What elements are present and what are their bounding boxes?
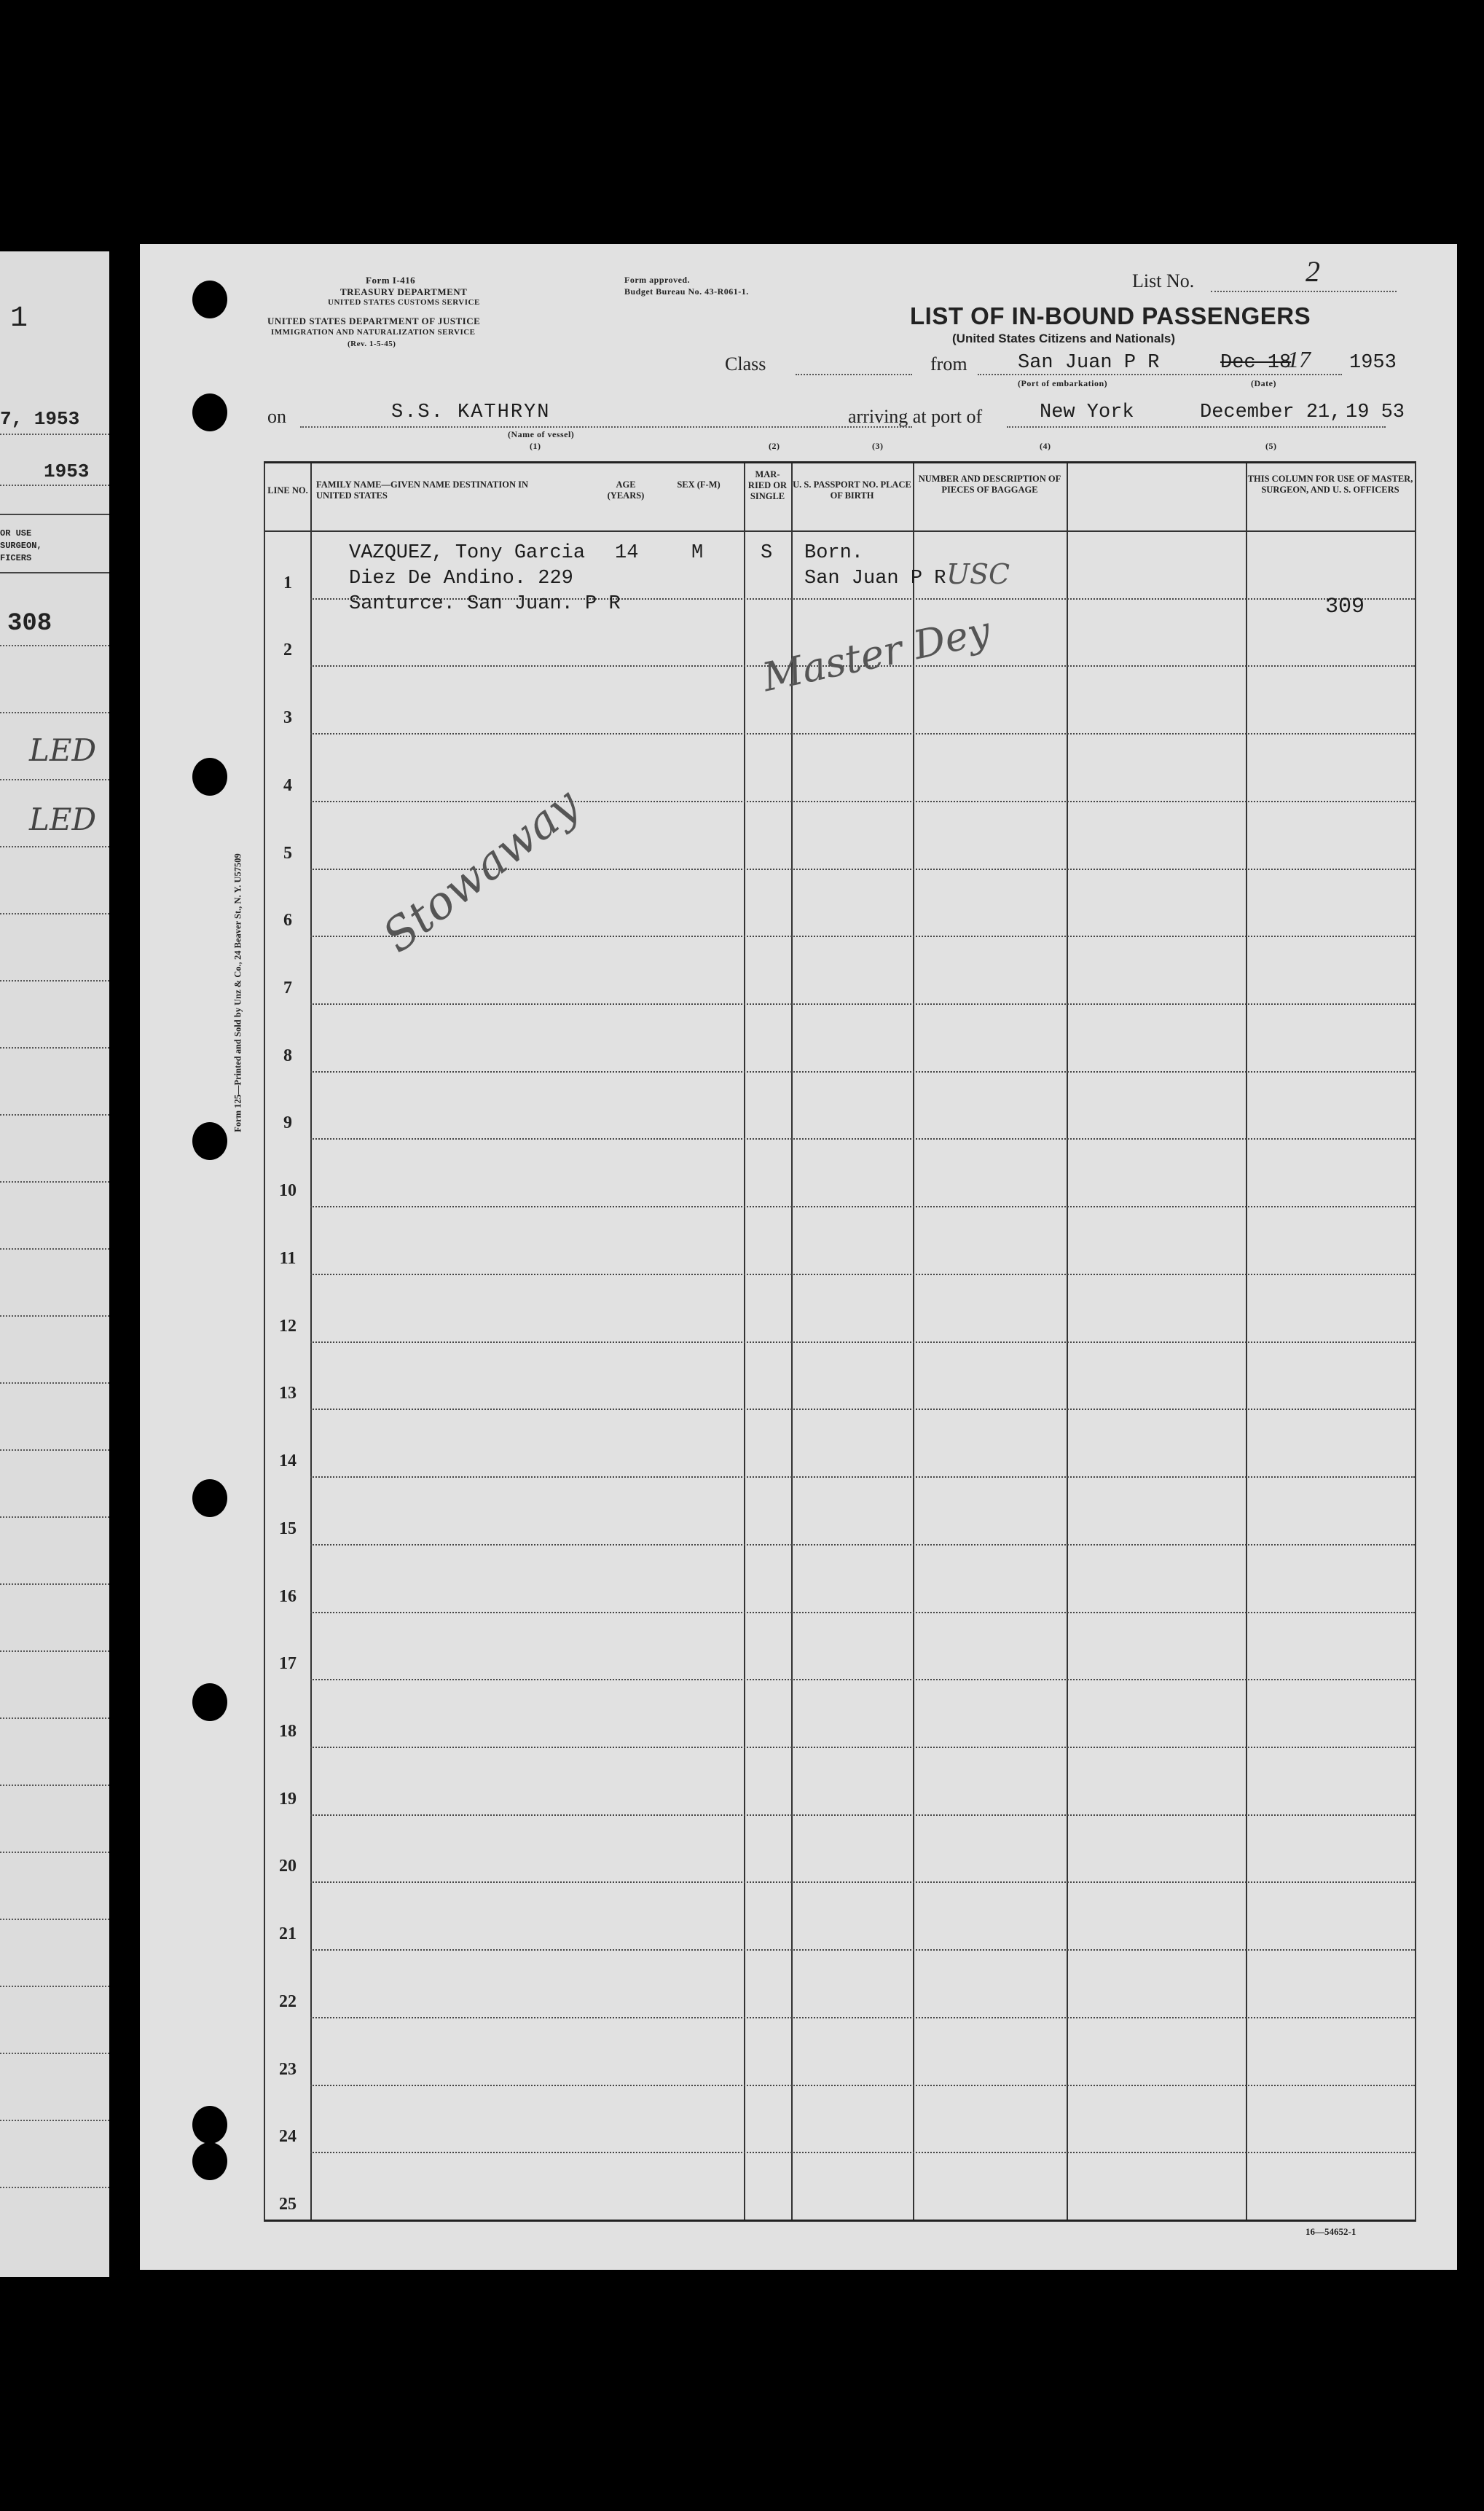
left-page-rule: [0, 1650, 109, 1652]
row-number: 17: [279, 1654, 297, 1674]
row-line: [310, 2017, 1415, 2018]
caption-2: (2): [769, 441, 780, 451]
row-line: [310, 1138, 1415, 1140]
left-page-rule: [0, 2187, 109, 2188]
date-caption: (Date): [1251, 378, 1276, 388]
header-name: FAMILY NAME—GIVEN NAME DESTINATION IN UNITED STATES: [316, 479, 528, 501]
previous-page-edge: [0, 251, 109, 2277]
from-label: from: [930, 353, 967, 375]
birth-line-1: Born.: [804, 542, 864, 564]
departure-date: Dec 18: [1220, 352, 1292, 374]
footer-code: 16—54652-1: [1306, 2226, 1357, 2237]
row-number: 8: [283, 1046, 292, 1065]
passenger-address-1: Diez De Andino. 229: [349, 568, 573, 589]
vessel-name: S.S. KATHRYN: [391, 401, 551, 423]
left-use-2: SURGEON,: [0, 541, 42, 551]
row-number: 15: [279, 1519, 297, 1538]
justice-dept: UNITED STATES DEPARTMENT OF JUSTICE: [267, 316, 481, 326]
row-number: 3: [283, 708, 292, 728]
left-stamp-2: LED: [29, 802, 97, 837]
row-line: [310, 1747, 1415, 1748]
list-no-label: List No.: [1132, 270, 1195, 291]
form-title: LIST OF IN-BOUND PASSENGERS: [910, 302, 1311, 329]
customs-service: UNITED STATES CUSTOMS SERVICE: [328, 298, 480, 307]
left-page-rule: [0, 1047, 109, 1049]
row-line: [310, 1003, 1415, 1005]
punch-hole: [192, 1683, 227, 1721]
vessel-caption: (Name of vessel): [508, 429, 575, 439]
row-number: 14: [279, 1452, 297, 1471]
row-line: [310, 1071, 1415, 1073]
left-page-rule: [0, 712, 109, 713]
caption-3: (3): [872, 441, 884, 451]
row-number: 5: [283, 843, 292, 863]
row-number: 22: [279, 1991, 297, 2011]
row-number: 1: [283, 573, 292, 592]
row-number: 4: [283, 775, 292, 795]
caption-4: (4): [1040, 441, 1051, 451]
caption-1: (1): [530, 441, 541, 451]
left-use-3: FICERS: [0, 553, 32, 563]
row-line: [310, 733, 1415, 735]
ins-service: IMMIGRATION AND NATURALIZATION SERVICE: [271, 328, 476, 337]
passenger-marital-status: S: [761, 542, 773, 564]
list-no-value: 2: [1306, 255, 1320, 288]
left-stamp-1: LED: [29, 732, 97, 768]
row-line: [310, 936, 1415, 937]
punch-hole: [192, 758, 227, 796]
row-number: 25: [279, 2195, 297, 2214]
punch-hole: [192, 1479, 227, 1517]
arrival-date: December 21,: [1200, 401, 1342, 423]
row-line: [310, 801, 1415, 802]
row-number: 21: [279, 1924, 297, 1944]
passenger-age: 14: [615, 542, 639, 564]
row-number: 11: [279, 1248, 297, 1268]
left-page-rule: [0, 1449, 109, 1451]
left-page-rule: [0, 1717, 109, 1719]
row-number: 16: [279, 1586, 297, 1606]
budget-bureau: Budget Bureau No. 43-R061-1.: [624, 286, 749, 297]
punch-hole: [192, 393, 227, 431]
header-sex: SEX (F-M): [677, 479, 721, 490]
left-date-1: 7, 1953: [0, 408, 80, 430]
header-baggage: NUMBER AND DESCRIPTION OF PIECES OF BAGGAGE: [918, 474, 1061, 495]
caption-5: (5): [1265, 441, 1277, 451]
port-of-embarkation: San Juan P R: [1018, 352, 1160, 374]
stowaway-annotation: Stowaway: [372, 777, 589, 963]
left-page-rule: [0, 980, 109, 982]
row-line: [310, 1341, 1415, 1343]
passenger-sex: M: [691, 542, 704, 564]
row-number: 24: [279, 2127, 297, 2147]
left-page-rule: [0, 1114, 109, 1116]
row-number: 19: [279, 1789, 297, 1809]
form-approved: Form approved.: [624, 275, 691, 285]
row-line: [310, 1274, 1415, 1275]
passenger-name: VAZQUEZ, Tony Garcia: [349, 542, 586, 564]
row-line: [310, 1476, 1415, 1478]
left-use-1: OR USE: [0, 528, 32, 538]
officer-number: 309: [1325, 595, 1365, 619]
row-line: [310, 1679, 1415, 1680]
left-page-rule: [0, 846, 109, 847]
left-page-rule: [0, 1785, 109, 1786]
header-officers: THIS COLUMN FOR USE OF MASTER, SURGEON, AND U. S. OFFICERS: [1247, 474, 1413, 495]
left-date-2: 1953: [44, 461, 90, 482]
row-number: 13: [279, 1384, 297, 1403]
date-correction: 17: [1287, 346, 1311, 372]
master-signature: Master Dey: [758, 607, 994, 701]
row-number: 10: [279, 1181, 297, 1201]
class-label: Class: [725, 353, 766, 375]
header-married: MAR-RIED OR SINGLE: [747, 469, 788, 501]
row-number: 20: [279, 1857, 297, 1876]
arriving-label: arriving at port of: [848, 406, 983, 427]
left-page-rule: [0, 779, 109, 780]
passenger-manifest-page: [140, 244, 1457, 2270]
row-number: 2: [283, 641, 292, 660]
row-number: 7: [283, 979, 292, 998]
row-line: [310, 1814, 1415, 1816]
arrival-year: 19 53: [1346, 401, 1405, 423]
left-page-rule: [0, 1516, 109, 1518]
baggage-note: USC: [946, 558, 1010, 590]
row-number: 6: [283, 911, 292, 931]
row-number: 18: [279, 1721, 297, 1741]
arrival-port: New York: [1040, 401, 1134, 423]
row-number: 9: [283, 1113, 292, 1133]
departure-year: 1953: [1349, 352, 1397, 374]
punch-hole: [192, 281, 227, 318]
treasury-dept: TREASURY DEPARTMENT: [340, 286, 468, 297]
passenger-table: [264, 461, 1416, 2222]
port-caption: (Port of embarkation): [1018, 378, 1108, 388]
left-page-rule: [0, 1181, 109, 1183]
left-list-no: 1: [10, 302, 28, 335]
row-line: [310, 2085, 1415, 2086]
birth-line-2: San Juan P R: [804, 568, 946, 589]
row-line: [310, 1206, 1415, 1207]
left-number: 308: [7, 610, 52, 638]
form-subtitle: (United States Citizens and Nationals): [952, 332, 1176, 345]
left-page-rule: [0, 1382, 109, 1384]
on-label: on: [267, 406, 286, 427]
row-number: 23: [279, 2059, 297, 2079]
printer-imprint: Form 125—Printed and Sold by Unz & Co., 24 Beaver St., N. Y. U57509: [232, 853, 243, 1132]
row-line: [310, 1612, 1415, 1613]
header-age: AGE (YEARS): [607, 479, 645, 501]
revision: (Rev. 1-5-45): [348, 340, 396, 348]
punch-hole: [192, 2273, 227, 2311]
row-number: 12: [279, 1316, 297, 1336]
row-line: [310, 1881, 1415, 1883]
left-page-rule: [0, 1248, 109, 1250]
left-page-rule: [0, 2120, 109, 2121]
form-number: Form I-416: [366, 275, 416, 286]
left-page-rule: [0, 1315, 109, 1317]
left-page-rule: [0, 1919, 109, 1920]
row-line: [310, 2152, 1415, 2153]
left-page-rule: [0, 1583, 109, 1585]
left-page-rule: [0, 1852, 109, 1853]
punch-hole: [192, 1122, 227, 1160]
header-passport: U. S. PASSPORT NO. PLACE OF BIRTH: [793, 479, 911, 501]
passenger-address-2: Santurce. San Juan. P R: [349, 593, 621, 615]
punch-hole: [192, 2142, 227, 2180]
header-line-no: LINE NO.: [267, 485, 308, 495]
row-line: [310, 1949, 1415, 1951]
left-page-rule: [0, 2053, 109, 2054]
left-page-rule: [0, 645, 109, 646]
row-line: [310, 1409, 1415, 1410]
row-line: [310, 1544, 1415, 1546]
left-page-rule: [0, 1986, 109, 1987]
punch-hole: [192, 2106, 227, 2144]
left-page-rule: [0, 913, 109, 914]
